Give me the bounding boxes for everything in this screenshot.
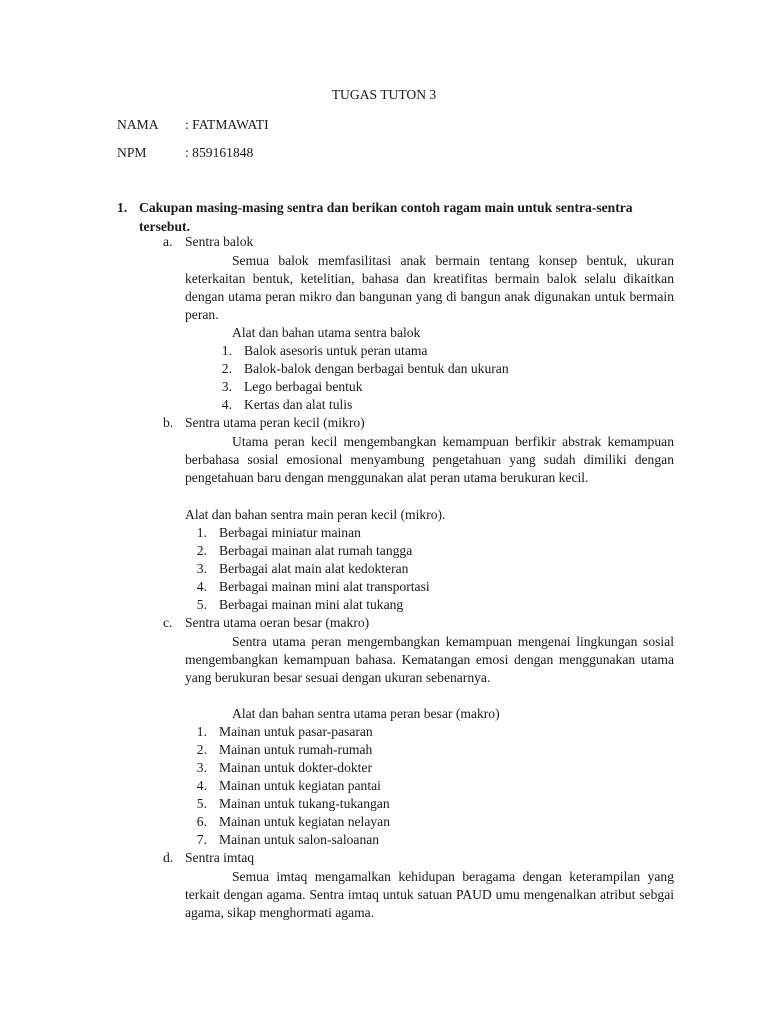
section-d-paragraph-text: Semua imtaq mengamalkan kehidupan beragama dengan keterampilan yang terkait dengan agama. Sentra imtaq untuk satuan PAUD umu mengenalkan atribut sebgai agama, sikap menghormati agama. (185, 869, 674, 920)
section-c-paragraph-text: Sentra utama peran mengembangkan kemampuan mengenai lingkungan sosial mengembangkan kemampuan bahasa. Kematangan emosi dengan menggunakan utama yang berukuran besar sesuai dengan ukuran sebenarnya. (185, 634, 674, 685)
list-item: 3. Mainan untuk dokter-dokter (196, 760, 372, 775)
section-b-heading: Sentra utama peran kecil (mikro) (185, 415, 365, 430)
section-a-marker: a. (163, 234, 173, 249)
document-title: TUGAS TUTON 3 (331, 87, 437, 102)
section-a-tools-heading: Alat dan bahan utama sentra balok (232, 325, 421, 340)
list-item: 6. Mainan untuk kegiatan nelayan (196, 814, 390, 829)
question-1 (117, 198, 677, 236)
section-d-heading: Sentra imtaq (185, 850, 255, 865)
section-a-heading: Sentra balok (185, 234, 254, 249)
question-text: Cakupan masing-masing sentra dan berikan contoh ragam main untuk sentra-sentra tersebut. (139, 200, 633, 234)
list-item: 3. Lego berbagai bentuk (221, 379, 363, 394)
list-item: 1. Balok asesoris untuk peran utama (221, 343, 428, 358)
list-item: 2. Balok-balok dengan berbagai bentuk dan ukuran (221, 361, 509, 376)
section-c-paragraph (185, 633, 674, 687)
list-item: 5. Mainan untuk tukang-tukangan (196, 796, 390, 811)
section-c-tools-heading: Alat dan bahan sentra utama peran besar (makro) (232, 706, 500, 721)
list-item: 1. Mainan untuk pasar-pasaran (196, 724, 373, 739)
name-label: NAMA (117, 117, 159, 132)
npm-value: : 859161848 (185, 145, 254, 160)
list-item: 4. Mainan untuk kegiatan pantai (196, 778, 381, 793)
list-item: 2. Berbagai mainan alat rumah tangga (196, 543, 413, 558)
section-b-paragraph-text: Utama peran kecil mengembangkan kemampuan berfikir abstrak kemampuan berbahasa sosial emosional menyambung pengetahuan yang sudah dimiliki dengan pengetahuan baru dengan menggunakan alat peran utama berukuran kecil. (185, 434, 674, 485)
list-item: 5. Berbagai mainan mini alat tukang (196, 597, 404, 612)
section-a-paragraph (185, 252, 674, 324)
section-a-paragraph-text: Semua balok memfasilitasi anak bermain tentang konsep bentuk, ukuran keterkaitan bentuk, ketelitian, bahasa dan kreatifitas bermain balok selalu dikaitkan dengan utama peran mikro dan bangunan yang di bangun anak digunakan untuk bermain peran. (185, 253, 674, 322)
section-b-paragraph (185, 433, 674, 487)
list-item: 2. Mainan untuk rumah-rumah (196, 742, 373, 757)
section-c-marker: c. (163, 615, 173, 630)
list-item: 1. Berbagai miniatur mainan (196, 525, 361, 540)
list-item: 7. Mainan untuk salon-saloanan (196, 832, 380, 847)
list-item: 4. Berbagai mainan mini alat transportasi (196, 579, 430, 594)
npm-label: NPM (117, 145, 147, 160)
list-item: 3. Berbagai alat main alat kedokteran (196, 561, 409, 576)
npm-field (117, 145, 253, 161)
name-field (117, 117, 269, 133)
name-value: : FATMAWATI (185, 117, 269, 132)
question-number: 1. (117, 200, 128, 215)
section-b-tools-heading: Alat dan bahan sentra main peran kecil (mikro). (185, 507, 446, 522)
section-d-marker: d. (163, 850, 174, 865)
section-c-heading: Sentra utama oeran besar (makro) (185, 615, 370, 630)
section-b-marker: b. (163, 415, 174, 430)
list-item: 4. Kertas dan alat tulis (221, 397, 353, 412)
section-d-paragraph (185, 868, 674, 922)
